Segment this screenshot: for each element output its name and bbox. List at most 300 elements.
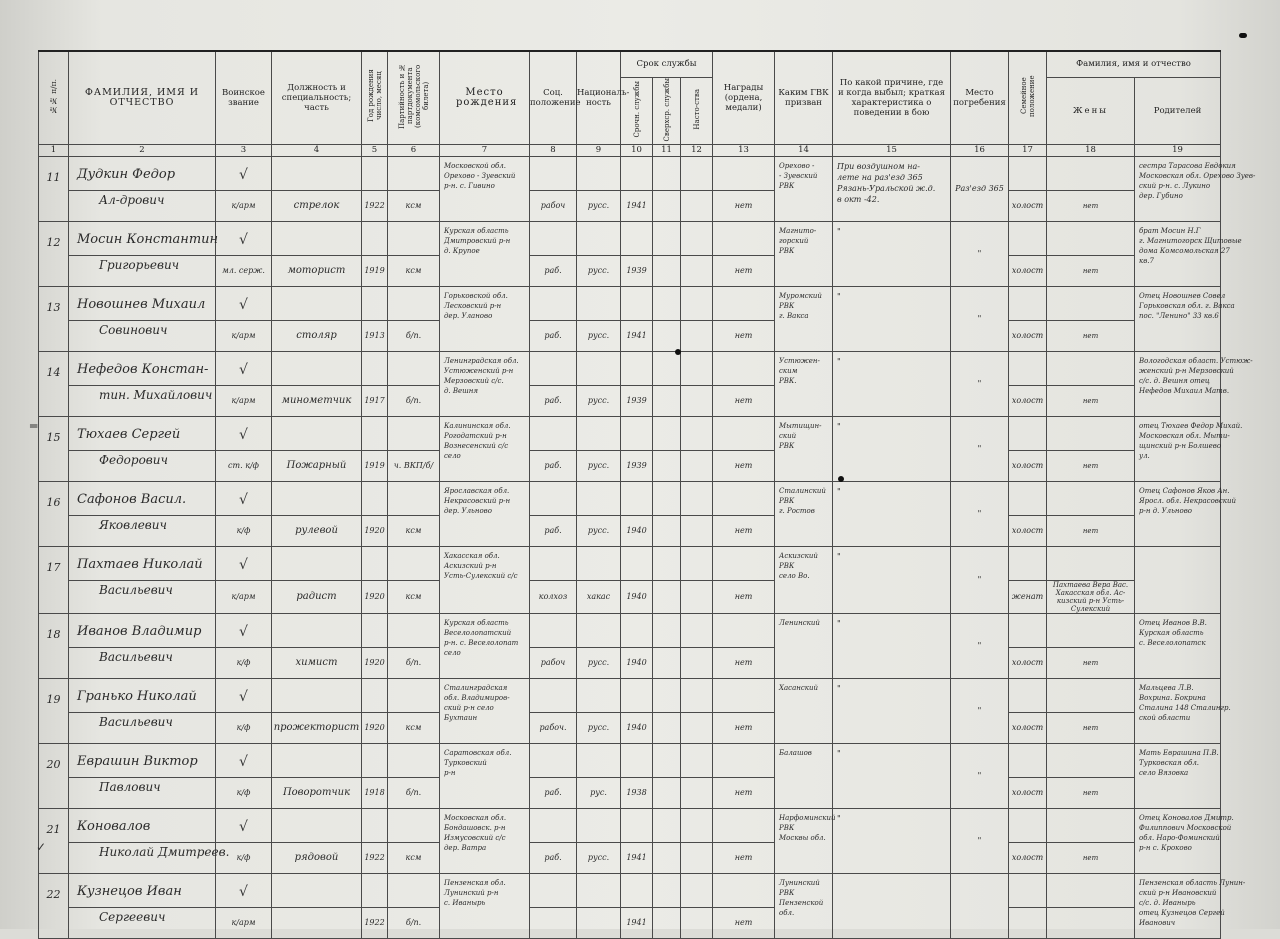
nationality-cell-text: русс. — [587, 853, 610, 863]
rank-cell-text: к/арм — [231, 396, 256, 406]
birthplace-cell-line: Курская область — [444, 226, 509, 235]
reason-cell — [833, 481, 951, 546]
position-cell-text: минометчик — [281, 395, 352, 407]
blank-cell — [530, 221, 577, 255]
service-cell — [621, 190, 653, 221]
column-number: 15 — [833, 144, 951, 156]
blank-cell — [577, 743, 621, 777]
row-number — [39, 221, 69, 286]
surname-name: Еврашин Виктор — [77, 753, 198, 769]
rank-cell — [216, 190, 272, 221]
blank-cell — [530, 416, 577, 450]
burial-cell-text: " — [977, 706, 982, 716]
blank-cell — [681, 808, 713, 842]
reason-cell-line: " — [837, 813, 841, 823]
blank-cell — [1009, 743, 1047, 777]
gvk-cell-line: село Во. — [779, 571, 810, 580]
header-nationality: Националь-ность — [577, 51, 621, 144]
blank-cell — [1047, 221, 1135, 255]
blank-cell — [530, 808, 577, 842]
gvk-cell-line: Балашов — [779, 748, 812, 757]
birth-year-cell — [362, 777, 388, 808]
check-mark-icon: √ — [239, 883, 248, 900]
wife-cell — [1047, 515, 1135, 546]
blank-cell — [621, 873, 653, 907]
blank-cell — [362, 481, 388, 515]
nationality-cell-text: русс. — [587, 461, 610, 471]
header-rank: Воинское звание — [216, 51, 272, 144]
gvk-cell-line: Мытищин- — [779, 421, 822, 430]
blank-cell — [362, 678, 388, 712]
blank-cell — [681, 777, 713, 808]
blank-cell — [272, 678, 362, 712]
blank-cell — [653, 221, 681, 255]
nationality-cell — [577, 842, 621, 873]
reason-cell-line: " — [837, 421, 841, 431]
blank-cell — [388, 873, 440, 907]
blank-cell — [272, 156, 362, 190]
table-row — [39, 808, 1221, 842]
gvk-cell-line: Аскизский — [779, 551, 818, 560]
birthplace-cell-line: Московская обл. — [444, 813, 507, 822]
blank-cell — [621, 613, 653, 647]
party-cell-text: ксм — [405, 592, 422, 602]
parents-cell — [1135, 351, 1253, 416]
parents-cell-line: отец Кузнецов Сергей — [1139, 908, 1225, 917]
blank-cell — [1047, 546, 1135, 580]
blank-cell — [681, 481, 713, 515]
awards-cell — [713, 647, 775, 678]
family-status-cell — [1009, 842, 1047, 873]
party-cell-text: б/п. — [405, 788, 422, 798]
family-status-cell — [1009, 777, 1047, 808]
wife-cell-text: нет — [1082, 723, 1099, 732]
row-number-text: 21 — [46, 822, 61, 836]
blank-cell — [681, 156, 713, 190]
blank-cell — [681, 580, 713, 613]
parents-cell-line: Отец Новошнев Совел — [1139, 291, 1226, 300]
reason-cell — [833, 678, 951, 743]
header-family-status: Семейное положение — [1009, 51, 1047, 144]
blank-cell — [362, 286, 388, 320]
service-cell — [621, 580, 653, 613]
patronymic-cell — [69, 450, 216, 481]
blank-cell — [272, 286, 362, 320]
wife-cell — [1047, 190, 1135, 221]
check-cell — [216, 743, 272, 777]
service-cell-text: 1939 — [626, 396, 647, 406]
gvk-cell-line: Орехово - — [779, 161, 815, 170]
reason-cell-line: " — [837, 683, 841, 693]
blank-cell — [388, 156, 440, 190]
birthplace-cell-line: Сталинградская — [444, 683, 508, 692]
wife-cell — [1047, 777, 1135, 808]
column-number: 8 — [530, 144, 577, 156]
birth-year-cell — [362, 842, 388, 873]
family-status-cell-text: холост — [1011, 201, 1044, 211]
column-number: 6 — [388, 144, 440, 156]
patronymic-name: Яковлевич — [99, 517, 167, 532]
nationality-cell — [577, 907, 621, 938]
header-full-name: ФАМИЛИЯ, ИМЯ И ОТЧЕСТВО — [69, 51, 216, 144]
surname-cell — [69, 286, 216, 320]
header-service-group: Срок службы — [621, 51, 713, 77]
position-cell — [272, 320, 362, 351]
parents-cell — [1135, 873, 1246, 938]
check-cell — [216, 351, 272, 385]
reason-cell-line: " — [837, 356, 841, 366]
row-number-text: 16 — [46, 495, 61, 509]
wife-cell — [1047, 385, 1135, 416]
blank-cell — [1047, 808, 1135, 842]
burial-cell-text: " — [977, 444, 982, 454]
surname-cell — [69, 743, 216, 777]
family-status-cell-text: холост — [1011, 526, 1044, 536]
surname-name: Гранько Николай — [77, 688, 197, 704]
column-number: 12 — [681, 144, 713, 156]
blank-cell — [1047, 351, 1135, 385]
blank-cell — [653, 546, 681, 580]
nationality-cell — [577, 515, 621, 546]
birthplace-cell-line: д. Вешня — [444, 386, 479, 395]
blank-cell — [681, 190, 713, 221]
table-row — [39, 416, 1221, 450]
surname-cell — [69, 351, 216, 385]
gvk-cell-line: РВК — [779, 888, 795, 897]
blank-cell — [621, 808, 653, 842]
service-cell-text: 1939 — [626, 461, 647, 471]
table-row — [39, 873, 1221, 907]
row-number-text: 17 — [46, 560, 61, 574]
row-number — [39, 481, 69, 546]
blank-cell — [272, 873, 362, 907]
column-number: 1 — [39, 144, 69, 156]
parents-cell-line: ский р-н Ивановский — [1139, 888, 1217, 897]
awards-cell — [713, 515, 775, 546]
parents-cell — [1135, 546, 1221, 613]
reason-cell — [833, 546, 951, 613]
nationality-cell — [577, 190, 621, 221]
birth-year-cell — [362, 320, 388, 351]
nationality-cell-text: русс. — [587, 266, 610, 276]
header-family-group: Фамилия, имя и отчество — [1047, 51, 1221, 77]
surname-name: Новошнев Михаил — [77, 296, 206, 312]
blank-cell — [1047, 613, 1135, 647]
family-status-cell — [1009, 712, 1047, 743]
blank-cell — [388, 743, 440, 777]
position-cell — [272, 647, 362, 678]
surname-name: Мосин Константин — [77, 231, 219, 247]
service-cell-text: 1941 — [626, 853, 647, 863]
wife-cell — [1047, 907, 1135, 938]
birthplace-cell-line: с. Иванырь — [444, 898, 486, 907]
blank-cell — [653, 156, 681, 190]
blank-cell — [681, 286, 713, 320]
parents-cell-line: Мальцева Л.В. — [1139, 683, 1194, 692]
nationality-cell-text: русс. — [587, 658, 610, 668]
parents-cell-line: Отец Иванов В.В. — [1139, 618, 1207, 627]
service-cell-text: 1941 — [626, 201, 647, 211]
burial-cell-text: " — [977, 836, 982, 846]
row-number — [39, 416, 69, 481]
parents-cell-line: село Вязовка — [1139, 768, 1189, 777]
surname-cell — [69, 416, 216, 450]
wife-cell — [1047, 647, 1135, 678]
reason-cell — [833, 873, 951, 938]
awards-cell-text: нет — [734, 788, 753, 798]
row-number — [39, 351, 69, 416]
burial-cell-text: " — [977, 314, 982, 324]
party-cell-text: б/п. — [405, 918, 422, 928]
table-row-lower — [39, 385, 1221, 416]
burial-cell — [951, 873, 1009, 938]
birthplace-cell-line: Вознесенский с/с — [444, 441, 509, 450]
patronymic-cell — [69, 647, 216, 678]
birthplace-cell-line: Горьковской обл. — [444, 291, 508, 300]
surname-name: Кузнецов Иван — [77, 883, 182, 899]
birth-year-cell — [362, 580, 388, 613]
service-cell-text: 1941 — [626, 918, 647, 928]
left-margin-underline-mark: ═ — [30, 419, 38, 433]
position-cell — [272, 515, 362, 546]
blank-cell — [681, 712, 713, 743]
blank-cell — [1009, 351, 1047, 385]
service-cell-text: 1941 — [626, 331, 647, 341]
table-row-lower — [39, 712, 1221, 743]
gvk-cell-line: Лунинский — [779, 878, 820, 887]
gvk-cell — [775, 613, 833, 678]
wife-cell — [1047, 712, 1135, 743]
service-cell-text: 1940 — [626, 592, 647, 602]
birthplace-cell — [440, 678, 530, 743]
nationality-cell-text: рус. — [590, 788, 607, 798]
gvk-cell-line: РВК. — [779, 376, 797, 385]
parents-cell-line: сестра Тарасова Евдокия — [1139, 161, 1236, 170]
blank-cell — [653, 416, 681, 450]
blank-cell — [653, 613, 681, 647]
birthplace-cell-line: ский р-н село — [444, 703, 494, 712]
blank-cell — [272, 546, 362, 580]
parents-cell-line: Турковская обл. — [1139, 758, 1199, 767]
blank-cell — [388, 286, 440, 320]
parents-cell — [1135, 156, 1256, 221]
birthplace-cell-line: Ленинградская обл. — [444, 356, 519, 365]
party-cell — [388, 320, 440, 351]
patronymic-name: Федорович — [99, 452, 168, 467]
parents-cell-line: с. Веселолопатск — [1139, 638, 1206, 647]
blank-cell — [1009, 808, 1047, 842]
surname-cell — [69, 678, 216, 712]
birthplace-cell-line: Дмитровский р-н — [444, 236, 511, 245]
birthplace-cell-line: Устюженский р-н — [444, 366, 514, 375]
blank-cell — [653, 712, 681, 743]
awards-cell-text: нет — [734, 331, 753, 341]
gvk-cell-line: РВК — [779, 823, 795, 832]
blank-cell — [681, 320, 713, 351]
header-social: Соц. положение — [530, 51, 577, 144]
birthplace-cell-line: Орехово - Зуевский — [444, 171, 516, 180]
blank-cell — [713, 546, 775, 580]
family-status-cell — [1009, 907, 1047, 938]
patronymic-cell — [69, 255, 216, 286]
parents-cell-line: Яросл. обл. Некрасовский — [1139, 496, 1236, 505]
birthplace-cell-line: Турковский — [444, 758, 487, 767]
burial-cell — [951, 613, 1009, 678]
rank-cell — [216, 647, 272, 678]
party-cell — [388, 907, 440, 938]
rank-cell-text: к/арм — [231, 918, 256, 928]
check-cell — [216, 416, 272, 450]
blank-cell — [1009, 613, 1047, 647]
ink-blot — [838, 476, 844, 482]
wife-cell — [1047, 842, 1135, 873]
family-status-cell-text: холост — [1011, 331, 1044, 341]
social-cell — [530, 580, 577, 613]
gvk-cell-line: РВК — [779, 181, 795, 190]
burial-cell-text: Раз'езд 365 — [955, 184, 1004, 194]
gvk-cell-line: Устюжен- — [779, 356, 820, 365]
row-number-text: 15 — [46, 430, 61, 444]
check-mark-icon: √ — [239, 296, 248, 313]
party-cell-text: б/п. — [405, 396, 422, 406]
blank-cell — [272, 416, 362, 450]
burial-cell — [951, 808, 1009, 873]
wife-cell — [1047, 450, 1135, 481]
family-status-cell — [1009, 580, 1047, 613]
column-number: 4 — [272, 144, 362, 156]
row-number — [39, 743, 69, 808]
row-number — [39, 873, 69, 938]
reason-cell — [833, 351, 951, 416]
rank-cell — [216, 450, 272, 481]
birthplace-cell-line: дер. Ульново — [444, 506, 492, 515]
parents-cell-line: дер. Губино — [1139, 191, 1183, 200]
gvk-cell-line: РВК — [779, 561, 795, 570]
rank-cell — [216, 515, 272, 546]
awards-cell-text: нет — [734, 266, 753, 276]
social-cell — [530, 385, 577, 416]
blank-cell — [577, 416, 621, 450]
parents-cell-line: Филиппович Московской — [1139, 823, 1232, 832]
column-number: 7 — [440, 144, 530, 156]
blank-cell — [681, 873, 713, 907]
blank-cell — [653, 255, 681, 286]
parents-cell-line: р-н д. Ульново — [1139, 506, 1193, 515]
row-number-text: 19 — [46, 692, 61, 706]
service-cell — [621, 907, 653, 938]
position-cell-text: химист — [295, 657, 338, 669]
blank-cell — [1047, 481, 1135, 515]
parents-cell — [1135, 613, 1221, 678]
blank-cell — [530, 613, 577, 647]
service-cell-text: 1940 — [626, 723, 647, 733]
awards-cell-text: нет — [734, 526, 753, 536]
blank-cell — [713, 221, 775, 255]
family-status-cell-text: холост — [1011, 788, 1044, 798]
blank-cell — [530, 156, 577, 190]
birth-year-cell-text: 1920 — [364, 592, 385, 602]
birth-year-cell — [362, 647, 388, 678]
patronymic-cell — [69, 580, 216, 613]
social-cell-text: раб. — [544, 461, 562, 471]
header-regular-service: Срочн. службы — [621, 77, 653, 144]
burial-cell — [951, 481, 1009, 546]
social-cell-text: рабоч — [540, 658, 566, 668]
social-cell — [530, 450, 577, 481]
parents-cell-line: с/с. д. Иванырь — [1139, 898, 1196, 907]
row-number — [39, 546, 69, 613]
blank-cell — [713, 481, 775, 515]
table-row — [39, 286, 1221, 320]
rank-cell-text: к/ф — [236, 723, 251, 733]
gvk-cell — [775, 221, 833, 286]
blank-cell — [653, 450, 681, 481]
blank-cell — [1009, 416, 1047, 450]
burial-cell — [951, 351, 1009, 416]
parents-cell-line: женский р-н Мерзовский — [1139, 366, 1234, 375]
header-row-number: №№ п/п. — [39, 51, 69, 144]
header-gvk: Каким ГВК призван — [775, 51, 833, 144]
gvk-cell-line: Пензенской — [779, 898, 824, 907]
nationality-cell — [577, 385, 621, 416]
left-margin-tick-mark: ✓ — [36, 840, 47, 854]
parents-cell — [1135, 481, 1236, 546]
patronymic-cell — [69, 842, 230, 873]
blank-cell — [681, 546, 713, 580]
patronymic-cell — [69, 907, 216, 938]
table-row — [39, 743, 1221, 777]
burial-cell — [951, 678, 1009, 743]
birthplace-cell — [440, 286, 530, 351]
header-burial: Место погребения — [951, 51, 1009, 144]
parents-cell-line: ул. — [1139, 451, 1150, 460]
check-mark-icon: √ — [239, 623, 248, 640]
party-cell — [388, 255, 440, 286]
blank-cell — [653, 842, 681, 873]
family-status-cell-text: холост — [1011, 396, 1044, 406]
parents-cell-line: Сталина 148 Сталингр. — [1139, 703, 1231, 712]
table-row-lower — [39, 190, 1221, 221]
position-cell-text: рядовой — [294, 852, 339, 864]
awards-cell-text: нет — [734, 918, 753, 928]
table-row — [39, 351, 1221, 385]
burial-cell — [951, 286, 1009, 351]
birthplace-cell — [440, 156, 530, 221]
gvk-cell-line: Хасанский — [779, 683, 818, 692]
blank-cell — [681, 255, 713, 286]
parents-cell — [1135, 416, 1243, 481]
row-number-text: 18 — [46, 627, 61, 641]
social-cell — [530, 190, 577, 221]
party-cell — [388, 190, 440, 221]
patronymic-cell — [69, 385, 216, 416]
birth-year-cell-text: 1919 — [364, 266, 385, 276]
birthplace-cell-line: Бухтаин — [444, 713, 478, 722]
birthplace-cell-line: Московской обл. — [444, 161, 506, 170]
blank-cell — [681, 907, 713, 938]
position-cell-text: рулевой — [295, 525, 338, 537]
blank-cell — [1009, 546, 1047, 580]
social-cell-text: раб. — [544, 396, 562, 406]
service-cell — [621, 712, 653, 743]
blank-cell — [388, 221, 440, 255]
column-number: 13 — [713, 144, 775, 156]
blank-cell — [272, 221, 362, 255]
wife-cell-text: нет — [1082, 526, 1099, 535]
service-cell-text: 1940 — [626, 658, 647, 668]
family-status-cell — [1009, 190, 1047, 221]
ink-blot — [1239, 33, 1247, 38]
